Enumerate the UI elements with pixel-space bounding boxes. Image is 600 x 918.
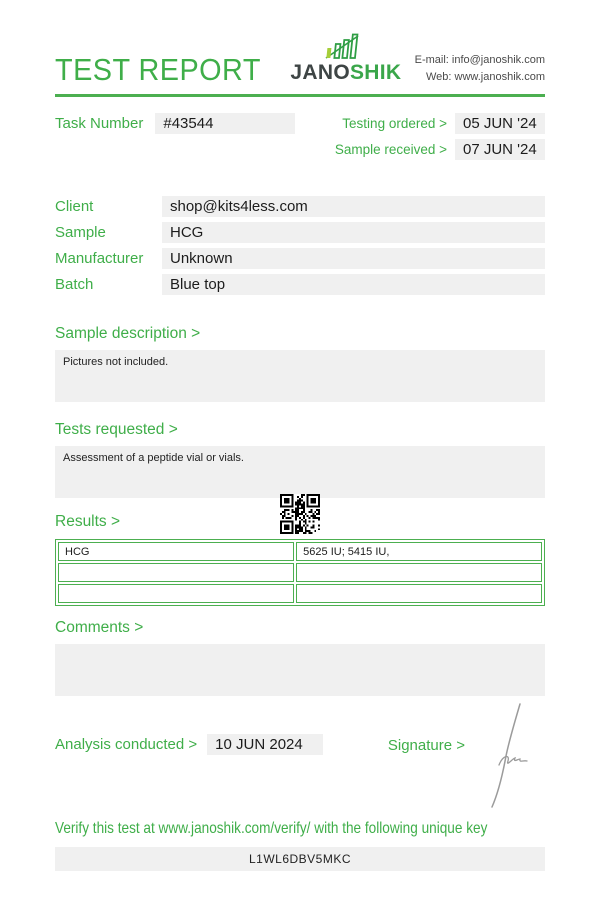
result-name-cell: HCG [58,542,294,561]
batch-label: Batch [55,276,94,293]
contact-info [415,52,545,85]
table-row [58,542,542,561]
result-value-cell: 5625 IU; 5415 IU, [296,542,542,561]
result-name-cell [58,584,294,603]
detail-row-batch [55,274,545,295]
detail-row-manufacturer [55,248,545,269]
sample-received-value: 07 JUN '24 [455,139,545,160]
result-name-cell [58,563,294,582]
test-report-page [0,33,600,871]
client-value: shop@kits4less.com [162,196,545,217]
verify-row [55,809,545,838]
details-section [55,196,545,295]
signature-label: Signature > [387,737,465,754]
tests-requested-box: Assessment of a peptide vial or vials. [55,446,545,498]
sample-received-label: Sample received > [334,142,447,157]
unique-key-value: L1WL6DBV5MKC [55,847,545,871]
signature-image [479,701,537,809]
analysis-conducted-label: Analysis conducted > [55,736,198,753]
logo-shik: SHIK [349,61,402,84]
detail-row-client [55,196,545,217]
task-number-value: #43544 [155,113,295,134]
testing-ordered-value: 05 JUN '24 [455,113,545,134]
sample-value: HCG [162,222,545,243]
result-value-cell [296,563,542,582]
sample-label: Sample [55,224,106,241]
results-table [55,539,545,606]
comments-box [55,644,545,696]
footer-section [55,734,545,809]
sample-description-box: Pictures not included. [55,350,545,402]
task-section [55,113,545,160]
table-row [58,584,542,603]
testing-ordered-label: Testing ordered > [342,116,447,131]
qr-code [280,494,320,534]
manufacturer-label: Manufacturer [55,250,144,267]
client-label: Client [55,198,94,215]
task-number-label: Task Number [55,115,144,132]
results-section [55,513,545,606]
logo-wordmark [290,62,400,83]
table-row [58,563,542,582]
contact-email: E-mail: info@janoshik.com [414,54,545,66]
logo-jano: JANO [290,61,350,84]
tests-requested-heading: Tests requested > [55,421,178,438]
page-title: TEST REPORT [55,52,261,87]
results-heading: Results > [55,513,121,530]
manufacturer-value: Unknown [162,248,545,269]
detail-row-sample [55,222,545,243]
result-value-cell [296,584,542,603]
comments-heading: Comments > [55,619,144,636]
bar-chart-logo-icon [322,33,368,61]
analysis-conducted-value: 10 JUN 2024 [207,734,323,755]
janoshik-logo [290,33,400,85]
report-header [55,33,545,85]
verify-text: Verify this test at www.janoshik.com/verify/ with the following unique key [55,820,488,837]
sample-description-heading: Sample description > [55,325,201,342]
header-divider [55,94,545,97]
batch-value: Blue top [162,274,545,295]
contact-web: Web: www.janoshik.com [425,70,545,83]
